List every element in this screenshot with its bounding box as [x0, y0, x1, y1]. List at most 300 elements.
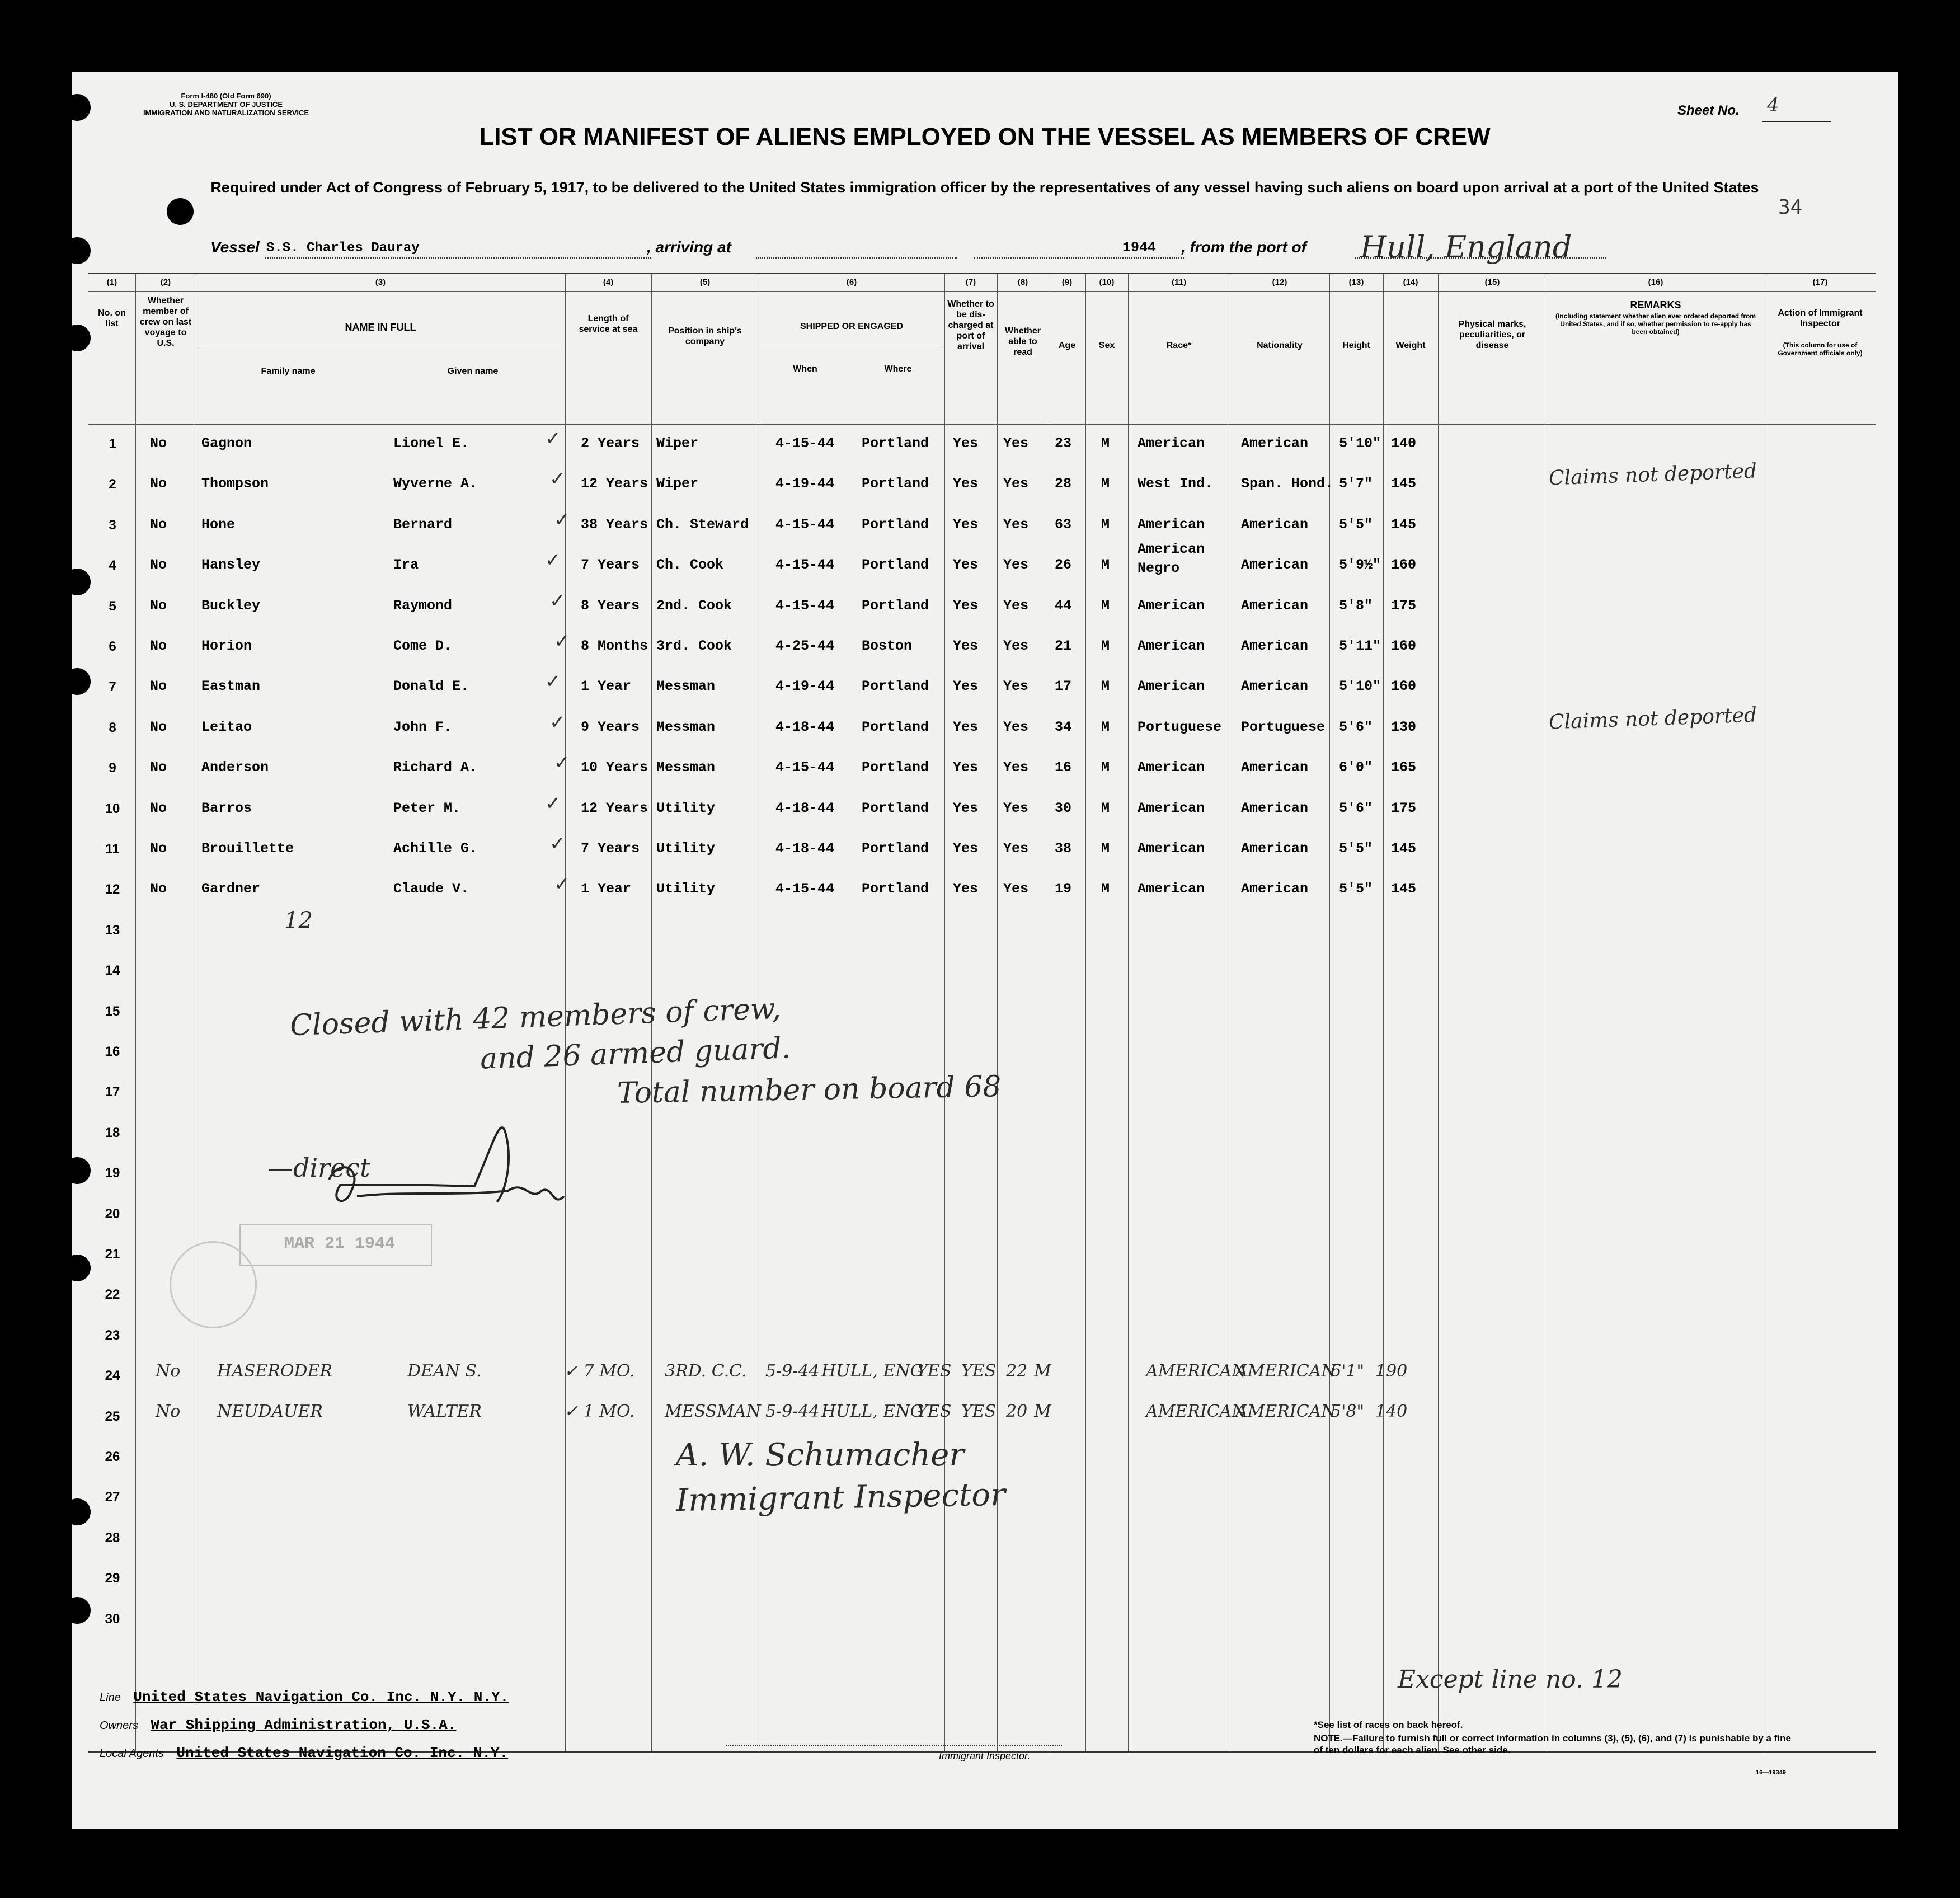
cell-age: 44 — [1055, 597, 1072, 614]
header-family: Family name — [261, 367, 316, 376]
page-title: LIST OR MANIFEST OF ALIENS EMPLOYED ON THE VESSEL AS MEMBERS OF CREW — [479, 123, 1491, 151]
row-number: 19 — [105, 1166, 120, 1181]
hw-cell-height: 5'8" — [1331, 1402, 1365, 1421]
cell-given-name: Donald E. — [393, 678, 469, 695]
colnum: (8) — [1017, 278, 1028, 287]
cell-given-name: Lionel E. — [393, 435, 469, 452]
colnum: (14) — [1403, 278, 1418, 287]
colnum: (4) — [603, 278, 614, 287]
punch-hole — [72, 237, 91, 264]
row-number: 27 — [105, 1490, 120, 1505]
cell-race: American — [1138, 840, 1205, 857]
col-divider — [1383, 274, 1384, 1751]
hw-cell-race: AMERICAN — [1146, 1361, 1247, 1381]
cell-sex: M — [1101, 800, 1110, 816]
colnum: (12) — [1272, 278, 1287, 287]
cell-discharged: Yes — [953, 476, 979, 492]
inspector-title: Immigrant Inspector — [675, 1476, 1006, 1519]
row-number: 16 — [105, 1044, 120, 1059]
cell-shipped-where: Portland — [862, 678, 929, 695]
header-remarks: REMARKS — [1630, 299, 1681, 311]
check-mark-icon: ✓ — [549, 468, 566, 490]
cell-age: 26 — [1055, 557, 1072, 574]
header-sex: Sex — [1098, 341, 1115, 350]
cell-shipped-where: Portland — [862, 800, 929, 816]
cell-race: Portuguese — [1138, 718, 1222, 735]
colnum: (10) — [1099, 278, 1115, 287]
row-number: 4 — [109, 558, 116, 574]
cell-weight: 160 — [1391, 638, 1417, 654]
cell-service-length: 12 Years — [581, 476, 648, 492]
cell-weight: 130 — [1391, 718, 1417, 735]
cell-family-name: Thompson — [201, 476, 269, 492]
hw-cell-given-name: DEAN S. — [407, 1361, 482, 1381]
header-shipped: SHIPPED OR ENGAGED — [800, 322, 904, 331]
cell-discharged: Yes — [953, 840, 979, 857]
cell-shipped-where: Portland — [862, 516, 929, 533]
cell-age: 30 — [1055, 800, 1072, 816]
port-underline — [1355, 257, 1606, 259]
header-where: Where — [884, 364, 912, 374]
cell-service-length: 7 Years — [581, 557, 640, 574]
row-number: 9 — [109, 760, 116, 776]
vessel-label: Vessel — [210, 238, 260, 256]
cell-discharged: Yes — [953, 881, 979, 898]
cell-shipped-when: 4-19-44 — [775, 678, 835, 695]
cell-discharged: Yes — [953, 516, 979, 533]
footer-agents — [100, 1745, 508, 1761]
cell-shipped-when: 4-25-44 — [775, 638, 835, 654]
header-weight: Weight — [1395, 341, 1426, 350]
header-no: No. on list — [98, 308, 126, 328]
cell-shipped-when: 4-15-44 — [775, 435, 835, 452]
from-port: Hull, England — [1360, 229, 1572, 265]
cell-service-length: 1 Year — [581, 678, 632, 695]
vessel-year: 1944 — [1122, 239, 1157, 256]
cell-weight: 140 — [1391, 435, 1417, 452]
cell-nationality: American — [1241, 800, 1309, 816]
check-mark-icon: ✓ — [545, 428, 561, 449]
hw-cell-position: 3RD. C.C. — [665, 1361, 747, 1381]
form-number: Form I-480 (Old Form 690) — [181, 92, 271, 100]
seal-stamp — [170, 1241, 257, 1328]
col-divider — [1085, 274, 1086, 1751]
cell-position: Utility — [656, 881, 716, 898]
cell-nationality: American — [1241, 516, 1309, 533]
hw-cell-shipped-where: HULL, ENG — [821, 1402, 924, 1421]
colnum: (1) — [106, 278, 117, 287]
cell-height: 5'5" — [1339, 516, 1373, 533]
cell-service-length: 8 Years — [581, 597, 640, 614]
hw-cell-race: AMERICAN — [1146, 1402, 1247, 1421]
cell-shipped-when: 4-15-44 — [775, 881, 835, 898]
row-number: 25 — [105, 1408, 120, 1424]
cell-discharged: Yes — [953, 638, 979, 654]
vessel-line — [210, 229, 1867, 265]
row-number: 18 — [105, 1125, 120, 1140]
cell-height: 5'5" — [1339, 881, 1373, 898]
punch-hole — [72, 569, 91, 595]
header-race: Race* — [1166, 341, 1192, 350]
cell-position: Messman — [656, 759, 716, 776]
cell-discharged: Yes — [953, 678, 979, 695]
footer-owners — [100, 1717, 456, 1733]
row-number: 6 — [109, 639, 116, 654]
footer-code: 16—19349 — [1756, 1769, 1786, 1776]
punch-hole — [72, 1255, 91, 1281]
cell-weight: 145 — [1391, 881, 1417, 898]
date-stamp: MAR 21 1944 — [284, 1234, 396, 1253]
row-number: 3 — [109, 517, 116, 533]
hw-cell-able-to-read: YES — [961, 1402, 997, 1421]
hw-cell-height: 6'1" — [1331, 1361, 1365, 1381]
cell-service-length: 2 Years — [581, 435, 640, 452]
header-height: Height — [1342, 341, 1370, 350]
footer-line — [100, 1689, 509, 1706]
except-note: Except line no. 12 — [1398, 1665, 1623, 1694]
punch-hole — [72, 94, 91, 121]
row-number: 17 — [105, 1084, 120, 1100]
cell-race: American — [1138, 800, 1205, 816]
cell-able-to-read: Yes — [1003, 638, 1029, 654]
from-label: , from the port of — [1181, 238, 1306, 256]
date-underline — [974, 257, 1184, 259]
header-given: Given name — [447, 367, 499, 376]
cell-given-name: Raymond — [393, 597, 453, 614]
header-rule — [88, 424, 1876, 425]
cell-height: 5'6" — [1339, 800, 1373, 816]
cell-weight: 160 — [1391, 678, 1417, 695]
cell-sex: M — [1101, 557, 1110, 574]
cell-given-name: Richard A. — [393, 759, 478, 776]
closed-note-3: Total number on board 68 — [617, 1070, 1002, 1110]
cell-service-length: 38 Years — [581, 516, 648, 533]
cell-given-name: Come D. — [393, 638, 453, 654]
cell-able-to-read: Yes — [1003, 597, 1029, 614]
col-divider — [997, 274, 998, 1751]
row-number: 10 — [105, 801, 120, 816]
check-mark-icon: ✓ — [545, 671, 561, 693]
row-number: 1 — [109, 436, 116, 452]
vessel-underline — [265, 257, 651, 259]
cell-race: American — [1138, 881, 1205, 898]
inspector-name: A. W. Schumacher — [676, 1437, 965, 1473]
row-number: 13 — [105, 922, 120, 938]
cell-sex: M — [1101, 881, 1110, 898]
cell-last-voyage: No — [150, 718, 167, 735]
cell-service-length: 12 Years — [581, 800, 648, 816]
cell-height: 5'5" — [1339, 840, 1373, 857]
cell-family-name: Brouillette — [201, 840, 294, 857]
cell-last-voyage: No — [150, 516, 167, 533]
cell-family-name: Anderson — [201, 759, 269, 776]
colnum: (11) — [1172, 278, 1186, 287]
cell-family-name: Eastman — [201, 678, 261, 695]
colnum: (16) — [1648, 278, 1663, 287]
cell-nationality: American — [1241, 840, 1309, 857]
cell-family-name: Gardner — [201, 881, 261, 898]
cell-family-name: Leitao — [201, 718, 252, 735]
cell-able-to-read: Yes — [1003, 435, 1029, 452]
remark-row-8: Claims not deported — [1548, 703, 1757, 734]
row-number: 14 — [105, 963, 120, 979]
cell-age: 17 — [1055, 678, 1072, 695]
cell-family-name: Hone — [201, 516, 236, 533]
cell-height: 6'0" — [1339, 759, 1373, 776]
header-physical: Physical marks, peculiarities, or disease — [1458, 320, 1526, 350]
check-mark-icon: ✓ — [549, 590, 566, 612]
cell-shipped-when: 4-18-44 — [775, 840, 835, 857]
colnum: (13) — [1348, 278, 1364, 287]
cell-service-length: 8 Months — [581, 638, 648, 654]
cell-race: American — [1138, 516, 1205, 533]
row-number: 2 — [109, 477, 116, 492]
closed-note-1: Closed with 42 members of crew, — [289, 992, 782, 1043]
cell-service-length: 10 Years — [581, 759, 648, 776]
hw-cell-nationality: AMERICAN — [1235, 1361, 1336, 1381]
hw-cell-age: 20 — [1006, 1402, 1028, 1421]
cell-age: 63 — [1055, 516, 1072, 533]
cell-weight: 145 — [1391, 516, 1417, 533]
row-number: 15 — [105, 1003, 120, 1019]
cell-race: American Negro — [1138, 541, 1205, 577]
punch-hole — [72, 325, 91, 351]
cell-able-to-read: Yes — [1003, 557, 1029, 574]
cell-race: American — [1138, 678, 1205, 695]
colnum: (15) — [1484, 278, 1500, 287]
cell-age: 28 — [1055, 476, 1072, 492]
punch-hole — [72, 1157, 91, 1184]
cell-race: American — [1138, 638, 1205, 654]
cell-position: Wiper — [656, 435, 699, 452]
cell-family-name: Gagnon — [201, 435, 252, 452]
header-action: Action of Immigrant Inspector — [1778, 308, 1863, 328]
cell-discharged: Yes — [953, 557, 979, 574]
cell-given-name: Wyverne A. — [393, 476, 478, 492]
row-number: 22 — [105, 1287, 120, 1303]
cell-shipped-when: 4-15-44 — [775, 516, 835, 533]
cell-shipped-when: 4-19-44 — [775, 476, 835, 492]
cell-height: 5'11" — [1339, 638, 1381, 654]
cell-weight: 145 — [1391, 476, 1417, 492]
check-mark-icon: ✓ — [549, 833, 566, 854]
cell-height: 5'10" — [1339, 678, 1381, 695]
hw-cell-position: MESSMAN — [665, 1402, 761, 1421]
direct-note: —direct — [267, 1153, 370, 1183]
header-last-voyage: Whether member of crew on last voyage to U.S. — [139, 296, 192, 348]
colnum: (6) — [846, 278, 857, 287]
cell-shipped-where: Portland — [862, 435, 929, 452]
cell-discharged: Yes — [953, 597, 979, 614]
cell-shipped-where: Portland — [862, 840, 929, 857]
owners-value: War Shipping Administration, U.S.A. — [151, 1717, 457, 1733]
cell-age: 34 — [1055, 718, 1072, 735]
cell-shipped-where: Portland — [862, 597, 929, 614]
cell-race: American — [1138, 435, 1205, 452]
colnum: (7) — [965, 278, 976, 287]
vessel-name: S.S. Charles Dauray — [266, 241, 420, 256]
closed-note-2: and 26 armed guard. — [480, 1031, 792, 1076]
cell-position: Ch. Steward — [656, 516, 749, 533]
cell-nationality: American — [1241, 435, 1309, 452]
cell-discharged: Yes — [953, 718, 979, 735]
cell-nationality: American — [1241, 881, 1309, 898]
cell-discharged: Yes — [953, 435, 979, 452]
cell-able-to-read: Yes — [1003, 678, 1029, 695]
check-mark-icon: ✓ — [554, 873, 570, 895]
row-number: 5 — [109, 598, 116, 614]
check-mark-icon: ✓ — [545, 792, 561, 814]
cell-nationality: Span. Hond. — [1241, 476, 1334, 492]
header-remarks-note: (Including statement whether alien ever ordered deported from United States, and if so, whether permission to re-apply has been obtained) — [1555, 312, 1756, 336]
header-position: Position in ship's company — [668, 326, 742, 346]
cell-shipped-when: 4-18-44 — [775, 718, 835, 735]
cell-able-to-read: Yes — [1003, 759, 1029, 776]
cell-last-voyage: No — [150, 800, 167, 816]
cell-nationality: Portuguese — [1241, 718, 1326, 735]
row-number: 29 — [105, 1571, 120, 1586]
cell-nationality: American — [1241, 759, 1309, 776]
inspector-signature-line — [726, 1745, 1062, 1746]
cell-last-voyage: No — [150, 759, 167, 776]
cell-position: 3rd. Cook — [656, 638, 732, 654]
cell-last-voyage: No — [150, 435, 167, 452]
cell-age: 23 — [1055, 435, 1072, 452]
agents-label: Local Agents — [100, 1747, 164, 1760]
hw-cell-shipped-where: HULL, ENG — [821, 1361, 924, 1381]
cell-shipped-where: Portland — [862, 476, 929, 492]
cell-able-to-read: Yes — [1003, 718, 1029, 735]
hw-cell-nationality: AMERICAN — [1235, 1402, 1336, 1421]
department: U. S. DEPARTMENT OF JUSTICE — [170, 100, 283, 109]
sheet-label: Sheet No. — [1677, 103, 1740, 118]
row-number: 11 — [105, 842, 120, 857]
cell-shipped-where: Portland — [862, 881, 929, 898]
cell-height: 5'9½" — [1339, 557, 1381, 574]
cell-shipped-when: 4-15-44 — [775, 557, 835, 574]
cell-position: Messman — [656, 678, 716, 695]
colnum: (9) — [1061, 278, 1073, 287]
check-mark-icon: ✓ — [549, 711, 566, 733]
cell-position: Utility — [656, 800, 716, 816]
hw-cell-able-to-read: YES — [961, 1361, 997, 1381]
hw-cell-service-length: ✓ 1 MO. — [564, 1402, 635, 1421]
hw-cell-shipped-when: 5-9-44 — [765, 1361, 820, 1381]
punch-hole — [72, 1597, 91, 1624]
row-number: 7 — [109, 679, 116, 695]
hw-cell-sex: M — [1034, 1361, 1051, 1381]
document-number: 34 — [1778, 196, 1803, 219]
hw-cell-last-voyage: No — [156, 1402, 181, 1421]
cell-race: West Ind. — [1138, 476, 1214, 492]
cell-shipped-when: 4-15-44 — [775, 597, 835, 614]
cell-weight: 160 — [1391, 557, 1417, 574]
cell-sex: M — [1101, 759, 1110, 776]
hw-cell-family-name: NEUDAUER — [217, 1402, 323, 1421]
cell-sex: M — [1101, 597, 1110, 614]
cell-discharged: Yes — [953, 759, 979, 776]
cell-family-name: Hansley — [201, 557, 261, 574]
col-divider — [1128, 274, 1129, 1751]
cell-height: 5'8" — [1339, 597, 1373, 614]
cell-shipped-where: Portland — [862, 557, 929, 574]
cell-weight: 165 — [1391, 759, 1417, 776]
row-number: 30 — [105, 1611, 120, 1627]
cell-age: 21 — [1055, 638, 1072, 654]
check-mark-icon: ✓ — [545, 549, 561, 571]
cell-last-voyage: No — [150, 638, 167, 654]
header-action-note: (This column for use of Government officials only) — [1778, 341, 1863, 357]
cell-position: 2nd. Cook — [656, 597, 732, 614]
header-age: Age — [1058, 341, 1076, 350]
header-nationality: Nationality — [1257, 341, 1303, 350]
cell-age: 38 — [1055, 840, 1072, 857]
cell-able-to-read: Yes — [1003, 840, 1029, 857]
cell-nationality: American — [1241, 678, 1309, 695]
cell-given-name: Bernard — [393, 516, 453, 533]
form-header — [97, 92, 355, 117]
inspector-caption: Immigrant Inspector. — [939, 1750, 1031, 1761]
cell-sex: M — [1101, 476, 1110, 492]
cell-nationality: American — [1241, 557, 1309, 574]
cell-able-to-read: Yes — [1003, 516, 1029, 533]
hw-cell-shipped-when: 5-9-44 — [765, 1402, 820, 1421]
colnum: (3) — [375, 278, 386, 287]
row-number: 26 — [105, 1449, 120, 1464]
cell-sex: M — [1101, 718, 1110, 735]
hw-cell-family-name: HASERODER — [217, 1361, 333, 1381]
cell-height: 5'7" — [1339, 476, 1373, 492]
cell-given-name: Claude V. — [393, 881, 469, 898]
hw-cell-discharged: YES — [916, 1402, 952, 1421]
hw-cell-weight: 140 — [1375, 1402, 1408, 1421]
cell-race: American — [1138, 597, 1205, 614]
cell-height: 5'10" — [1339, 435, 1381, 452]
agents-value: United States Navigation Co. Inc. N.Y. — [176, 1745, 509, 1761]
cell-last-voyage: No — [150, 476, 167, 492]
header-name: NAME IN FULL — [345, 322, 416, 333]
owners-label: Owners — [100, 1720, 138, 1732]
service: IMMIGRATION AND NATURALIZATION SERVICE — [143, 109, 309, 117]
row-number: 23 — [105, 1327, 120, 1343]
cell-service-length: 7 Years — [581, 840, 640, 857]
cell-position: Wiper — [656, 476, 699, 492]
punch-hole — [72, 668, 91, 695]
cell-age: 16 — [1055, 759, 1072, 776]
cell-sex: M — [1101, 638, 1110, 654]
col-divider — [1329, 274, 1330, 1751]
cell-discharged: Yes — [953, 800, 979, 816]
cell-position: Messman — [656, 718, 716, 735]
cell-last-voyage: No — [150, 881, 167, 898]
cell-given-name: Ira — [393, 557, 419, 574]
cell-shipped-where: Boston — [862, 638, 913, 654]
punch-hole — [72, 1498, 91, 1525]
cell-able-to-read: Yes — [1003, 476, 1029, 492]
crew-count: 12 — [284, 908, 313, 933]
line-label: Line — [100, 1692, 121, 1704]
hw-cell-weight: 190 — [1375, 1361, 1408, 1381]
header-discharged: Whether to be dis-charged at port of arrival — [947, 299, 994, 351]
arriving-underline — [756, 257, 957, 259]
punch-hole — [167, 198, 194, 225]
cell-shipped-when: 4-18-44 — [775, 800, 835, 816]
cell-able-to-read: Yes — [1003, 881, 1029, 898]
cell-family-name: Barros — [201, 800, 252, 816]
cell-shipped-when: 4-15-44 — [775, 759, 835, 776]
line-value: United States Navigation Co. Inc. N.Y. N.Y. — [133, 1689, 509, 1706]
row-number: 12 — [105, 882, 120, 898]
